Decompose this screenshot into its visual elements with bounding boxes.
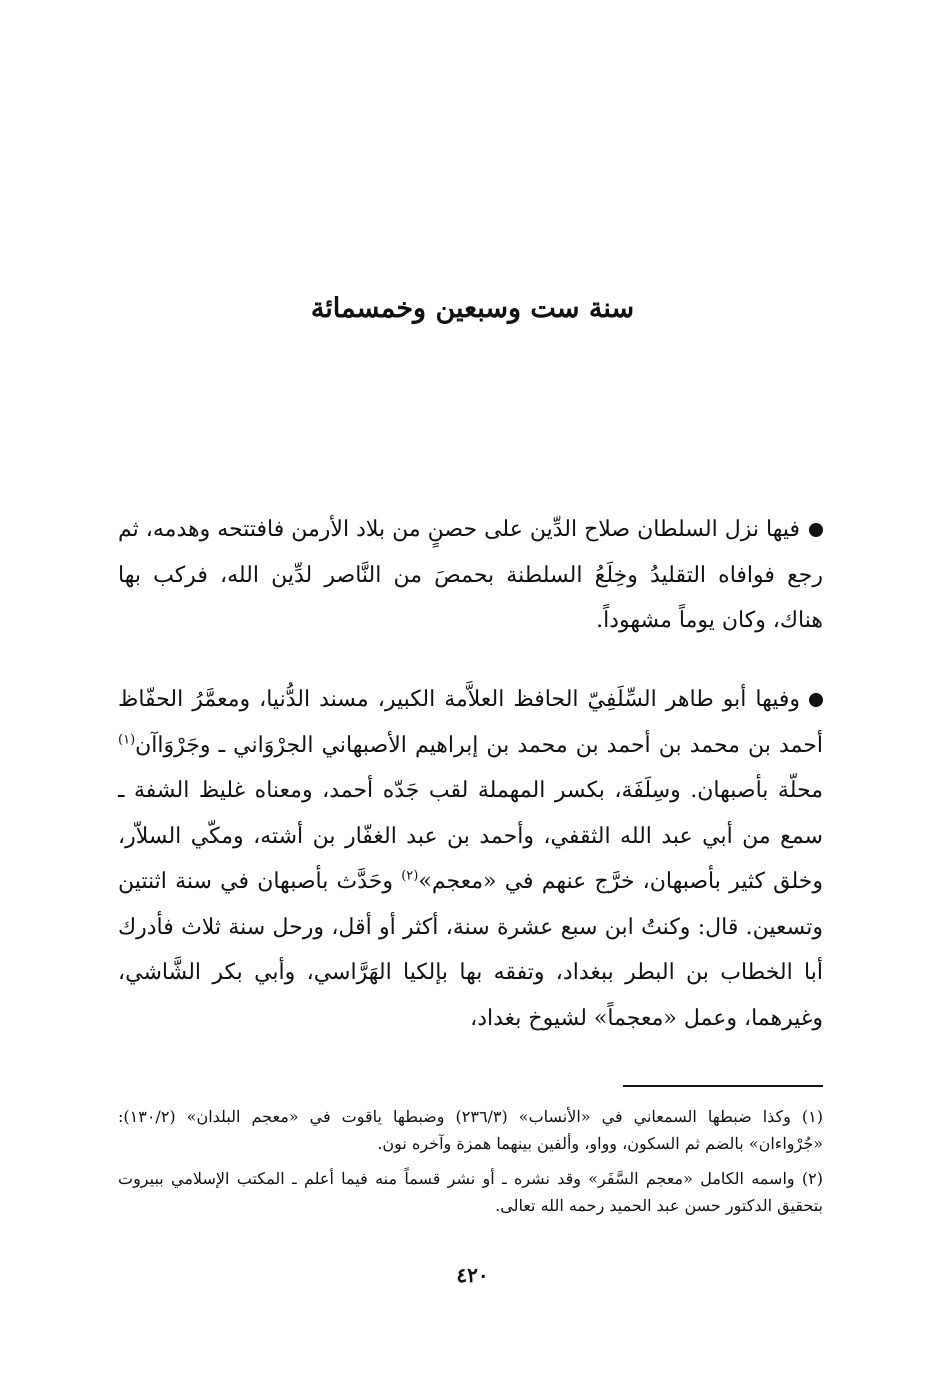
- footnotes: [118, 1103, 823, 1227]
- paragraph-2-part-3: وحَدَّث بأصبهان في سنة اثنتين وتسعين. قال: وكنتُ ابن سبع عشرة سنة، أكثر أو أقل، ورحل سنة ثلاث فأدرك أبا الخطاب بن البطر ببغداد، وتفقه بها بإلكيا الهَرَّاسي، وأبي بكر الشَّاشي، وغيرهما، وعمل «معجماً» لشيوخ بغداد،: [118, 869, 823, 1031]
- paragraph-1-text: [118, 507, 823, 644]
- bullet-icon: [809, 523, 823, 537]
- footnote-divider: [623, 1085, 823, 1087]
- chapter-title: سنة ست وسبعين وخمسمائة: [310, 293, 635, 324]
- bullet-icon: [809, 693, 823, 707]
- paragraph-1: [118, 507, 823, 644]
- footnote-ref-1: (١): [118, 732, 136, 748]
- footnote-2: (٢) واسمه الكامل «معجم السَّفَر» وقد نشره ـ أو نشر قسماً منه فيما أعلم ـ المكتب الإسلامي ببيروت بتحقيق الدكتور حسن عبد الحميد رحمه الله تعالى.: [118, 1169, 823, 1215]
- footnote-ref-2: (٢): [401, 868, 419, 884]
- paragraph-2-part-2: محلّة بأصبهان. وسِلَفَة، بكسر المهملة لقب جَدّه أحمد، ومعناه غليظ الشفة ـ سمع من أبي عبد الله الثقفي، وأحمد بن عبد الغفّار بن أشته، ومكّي السلاّر، وخلق كثير بأصبهان، خرَّج عنهم في «معجم»: [118, 778, 824, 894]
- paragraph-2-text: [118, 677, 823, 1041]
- paragraph-1-body: فيها نزل السلطان صلاح الدِّين على حصنٍ من بلاد الأرمن فافتتحه وهدمه، ثم رجع فوافاه التقليدُ وخِلَعُ السلطنة بحمصَ من النَّاصر لدِّين الله، فركب بها هناك، وكان يوماً مشهوداً.: [118, 517, 823, 633]
- paragraph-2-part-1: وفيها أبو طاهر السِّلَفِيّ الحافظ العلاَّمة الكبير، مسند الدُّنيا، ومعمَّرُ الحفّاظ أحمد بن محمد بن أحمد بن محمد بن إبراهيم الأصبهاني الجرْوَاني ـ وجَرْوَاآن: [118, 687, 823, 758]
- page-number: ٤٢٠: [456, 1263, 489, 1287]
- paragraph-2: [118, 677, 823, 1041]
- footnote-1: (١) وكذا ضبطها السمعاني في «الأنساب» (٢٣٦/٣) وضبطها ياقوت في «معجم البلدان» (١٣٠/٢): «جُرْواءان» بالضم ثم السكون، وواو، وألفين بينهما همزة وآخره نون.: [118, 1107, 824, 1153]
